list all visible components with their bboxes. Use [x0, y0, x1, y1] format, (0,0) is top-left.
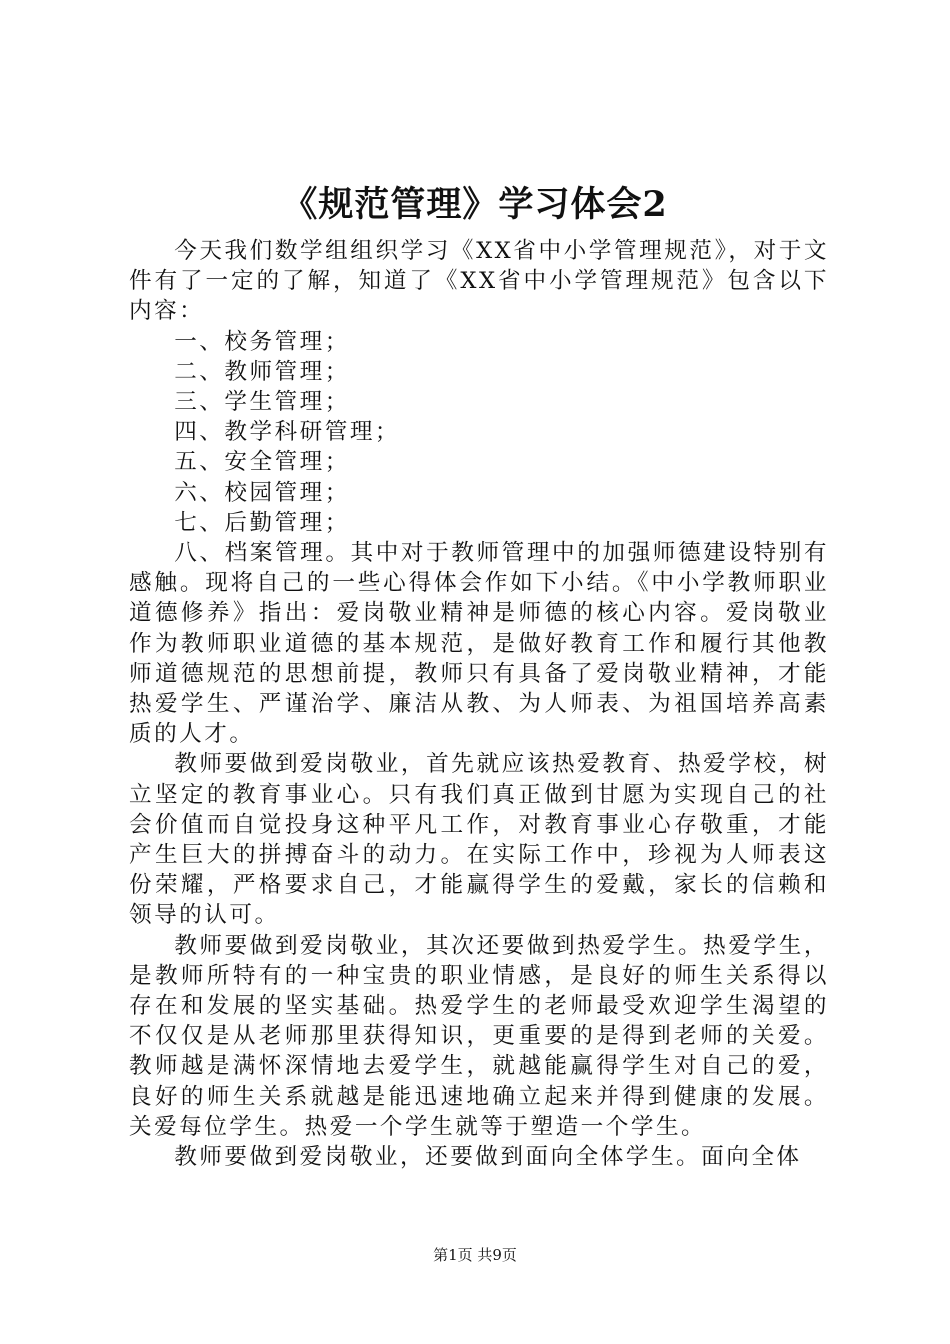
body-paragraph: 八、档案管理。其中对于教师管理中的加强师德建设特别有感触。现将自己的一些心得体会作如下小结。《中小学教师职业道德修养》指出：爱岗敬业精神是师德的核心内容。爱岗敬业作为教师职业道德的基本规范，是做好教育工作和履行其他教师道德规范的思想前提，教师只有具备了爱岗敬业精神，才能热爱学生、严谨治学、廉洁从教、为人师表、为祖国培养高素质的人才。: [129, 540, 829, 748]
body-paragraph: 教师要做到爱岗敬业，其次还要做到热爱学生。热爱学生，是教师所特有的一种宝贵的职业情感，是良好的师生关系得以存在和发展的坚实基础。热爱学生的老师最受欢迎学生渴望的不仅仅是从老师那里获得知识，更重要的是得到老师的关爱。教师越是满怀深情地去爱学生，就越能赢得学生对自己的爱，良好的师生关系就越是能迅速地确立起来并得到健康的发展。关爱每位学生。热爱一个学生就等于塑造一个学生。: [129, 932, 829, 1140]
intro-paragraph: 今天我们数学组组织学习《XX省中小学管理规范》，对于文件有了一定的了解，知道了《XX省中小学管理规范》包含以下内容：: [129, 238, 829, 325]
list-item: 六、校园管理；: [174, 479, 350, 506]
list-item: 一、校务管理；: [174, 328, 350, 355]
document-title: 《规范管理》学习体会2: [282, 184, 668, 225]
document-body: [129, 236, 829, 1172]
list-item: 三、学生管理；: [174, 389, 350, 416]
list-item: 四、教学科研管理；: [174, 419, 401, 446]
list-item: 七、后勤管理；: [174, 509, 350, 536]
body-paragraph: 教师要做到爱岗敬业，首先就应该热爱教育、热爱学校，树立坚定的教育事业心。只有我们真正做到甘愿为实现自己的社会价值而自觉投身这种平凡工作，对教育事业心存敬重，才能产生巨大的拼搏奋斗的动力。在实际工作中，珍视为人师表这份荣耀，严格要求自己，才能赢得学生的爱戴，家长的信赖和领导的认可。: [129, 751, 829, 929]
body-paragraph: 教师要做到爱岗敬业，还要做到面向全体学生。面向全体: [174, 1144, 802, 1171]
list-item: 二、教师管理；: [174, 358, 350, 385]
page-footer: 第1页 共9页: [433, 1246, 517, 1264]
list-item: 五、安全管理；: [174, 449, 350, 476]
